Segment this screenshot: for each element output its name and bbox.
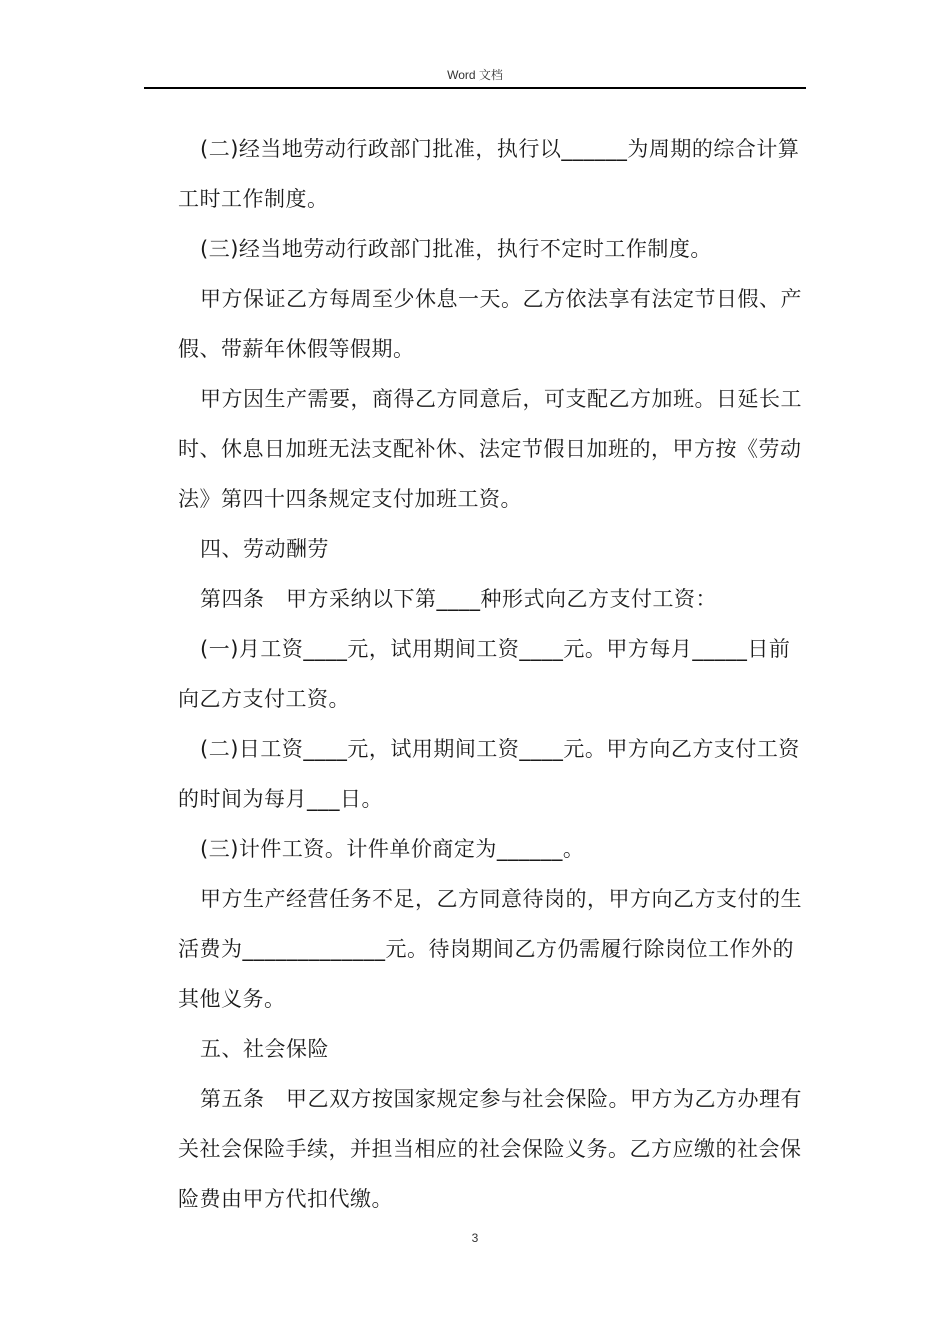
document-body [178, 124, 808, 1224]
paragraph: 甲方保证乙方每周至少休息一天。乙方依法享有法定节日假、产假、带薪年休假等假期。 [178, 287, 802, 361]
header-divider [144, 87, 806, 89]
paragraph: 甲方生产经营任务不足，乙方同意待岗的，甲方向乙方支付的生活费为_____________元。待岗期间乙方仍需履行除岗位工作外的其他义务。 [178, 887, 802, 1011]
paragraph: 第五条 甲乙双方按国家规定参与社会保险。甲方为乙方办理有关社会保险手续，并担当相应的社会保险义务。乙方应缴的社会保险费由甲方代扣代缴。 [178, 1087, 802, 1211]
paragraph: (三)计件工资。计件单价商定为______。 [200, 837, 585, 861]
section-heading: 五、社会保险 [200, 1037, 329, 1061]
paragraph: (二)日工资____元，试用期间工资____元。甲方向乙方支付工资的时间为每月___日。 [178, 737, 800, 811]
paragraph: (一)月工资____元，试用期间工资____元。甲方每月_____日前向乙方支付工资。 [178, 637, 791, 711]
page-number: 3 [471, 1231, 479, 1245]
section-heading: 四、劳动酬劳 [200, 537, 329, 561]
document-header-title: Word 文档 [447, 68, 503, 82]
paragraph: (二)经当地劳动行政部门批准，执行以______为周期的综合计算工时工作制度。 [178, 137, 800, 211]
paragraph: (三)经当地劳动行政部门批准，执行不定时工作制度。 [200, 237, 712, 261]
paragraph: 第四条 甲方采纳以下第____种形式向乙方支付工资： [200, 587, 717, 611]
paragraph: 甲方因生产需要，商得乙方同意后，可支配乙方加班。日延长工时、休息日加班无法支配补休、法定节假日加班的，甲方按《劳动法》第四十四条规定支付加班工资。 [178, 387, 802, 511]
